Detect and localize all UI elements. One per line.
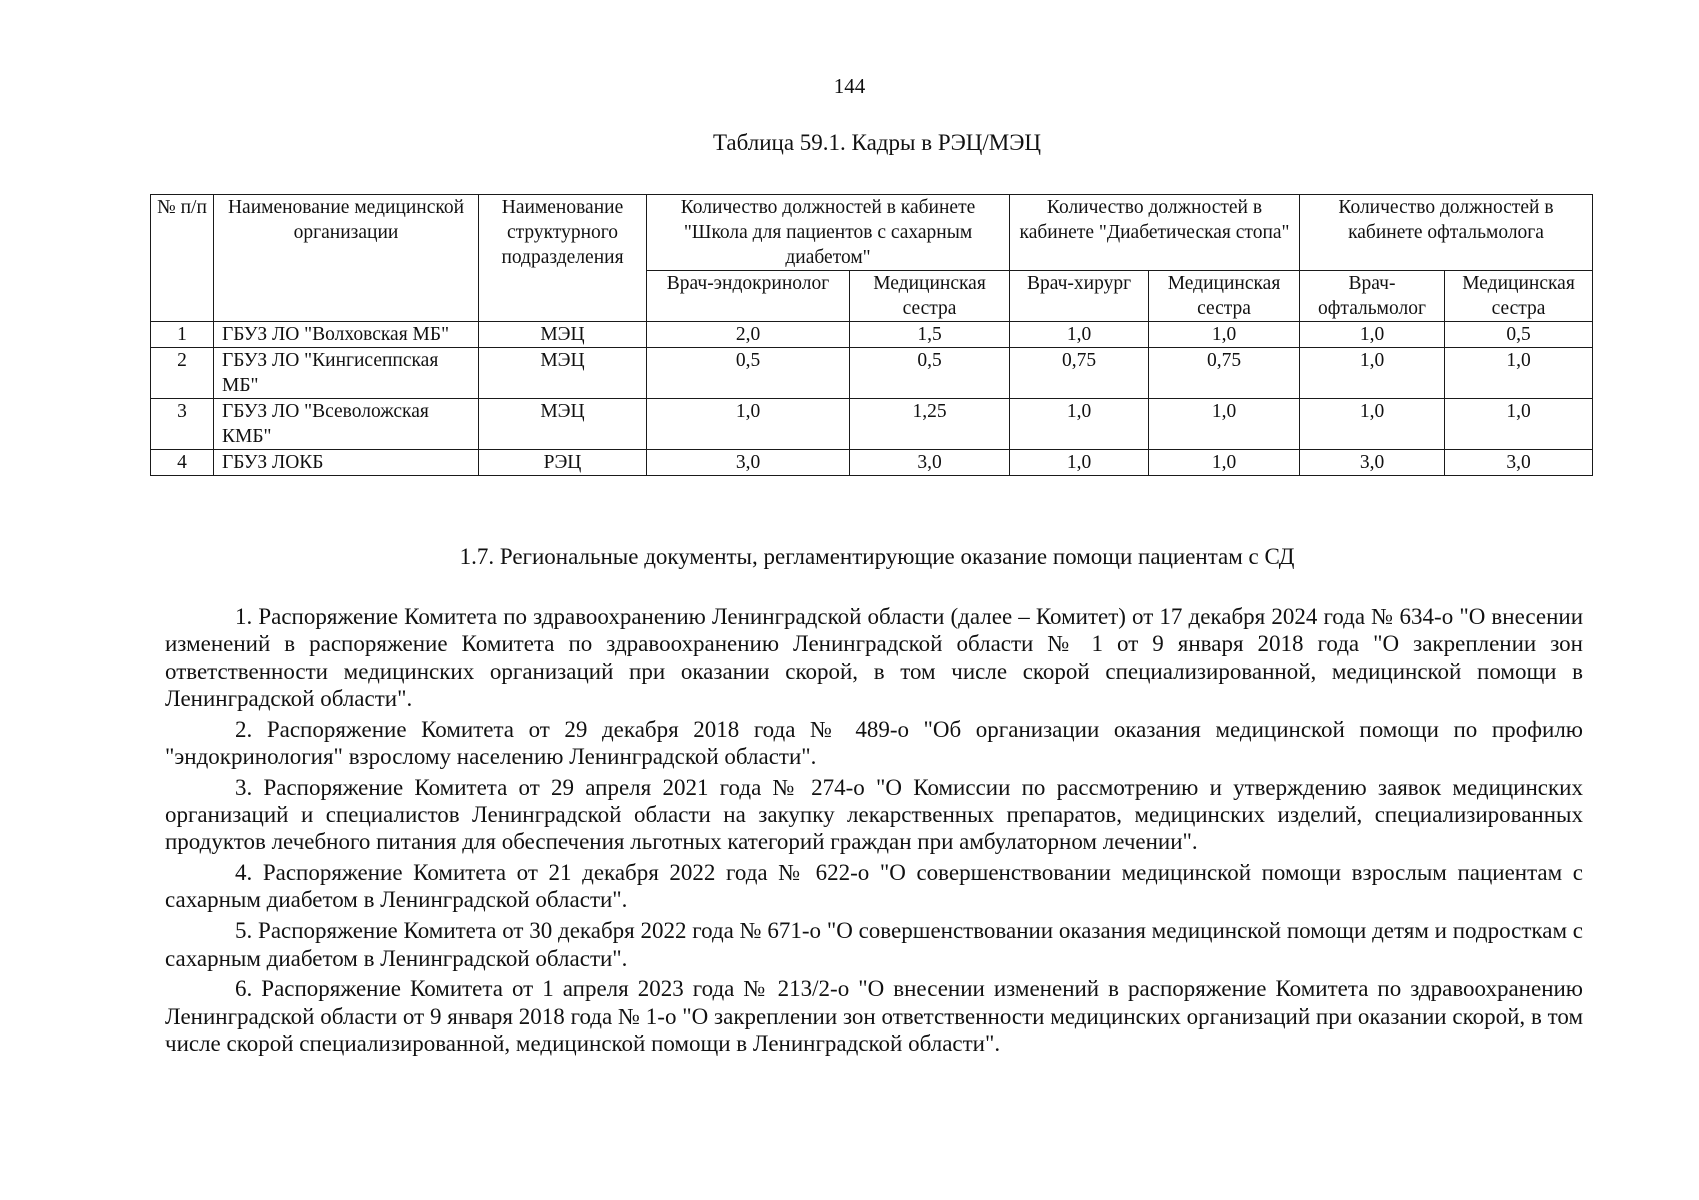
- documents-list: [165, 603, 1583, 1061]
- row-value: 1,0: [1010, 399, 1149, 450]
- subheader: Врач-офтальмолог: [1300, 271, 1445, 322]
- page-number: 144: [833, 74, 866, 98]
- table-row: [151, 322, 1593, 348]
- header-num: № п/п: [151, 195, 214, 322]
- row-unit: РЭЦ: [479, 450, 647, 476]
- row-value: 1,0: [1300, 348, 1445, 399]
- row-value: 0,5: [850, 348, 1010, 399]
- row-value: 1,0: [1445, 399, 1593, 450]
- document-item: 4. Распоряжение Комитета от 21 декабря 2022 года № 622-о "О совершенствовании медицинской помощи взрослым пациентам с сахарным диабетом в Ленинградской области".: [165, 860, 1583, 913]
- row-value: 0,75: [1010, 348, 1149, 399]
- row-value: 0,5: [1445, 322, 1593, 348]
- staff-table: [150, 194, 1593, 476]
- row-unit: МЭЦ: [479, 399, 647, 450]
- row-value: 3,0: [647, 450, 850, 476]
- row-num: 4: [151, 450, 214, 476]
- row-value: 2,0: [647, 322, 850, 348]
- row-value: 0,75: [1149, 348, 1300, 399]
- subheader: Медицинская сестра: [1149, 271, 1300, 322]
- row-value: 1,0: [1149, 322, 1300, 348]
- document-item: 1. Распоряжение Комитета по здравоохранению Ленинградской области (далее – Комитет) от 17 декабря 2024 года № 634-о "О внесении изменений в распоряжение Комитета по здравоохранению Ленинградской области № 1 от 9 января 2018 года "О закреплении зон ответственности медицинских организаций при оказании скорой, в том числе скорой специализированной, медицинской помощи в Ленинградской области".: [165, 604, 1583, 711]
- header-org: Наименование медицинской организации: [214, 195, 479, 322]
- subheader: Медицинская сестра: [1445, 271, 1593, 322]
- table-header-row: [151, 195, 1593, 271]
- table-row: [151, 450, 1593, 476]
- row-value: 1,5: [850, 322, 1010, 348]
- row-value: 1,0: [1300, 322, 1445, 348]
- row-num: 2: [151, 348, 214, 399]
- row-unit: МЭЦ: [479, 348, 647, 399]
- row-value: 1,0: [1445, 348, 1593, 399]
- header-school: Количество должностей в кабинете "Школа для пациентов с сахарным диабетом": [647, 195, 1010, 271]
- row-value: 1,0: [1149, 450, 1300, 476]
- row-num: 3: [151, 399, 214, 450]
- header-unit: Наименование структурного подразделения: [479, 195, 647, 322]
- table-row: [151, 348, 1593, 399]
- document-item: 3. Распоряжение Комитета от 29 апреля 2021 года № 274-о "О Комиссии по рассмотрению и утверждению заявок медицинских организаций и специалистов Ленинградской области на закупку лекарственных препаратов, медицинских изделий, специализированных продуктов лечебного питания для обеспечения льготных категорий граждан при амбулаторном лечении".: [165, 774, 1583, 855]
- row-unit: МЭЦ: [479, 322, 647, 348]
- row-num: 1: [151, 322, 214, 348]
- header-eye: Количество должностей в кабинете офтальмолога: [1300, 195, 1593, 271]
- row-org: ГБУЗ ЛО "Всеволожская КМБ": [214, 399, 479, 450]
- header-foot: Количество должностей в кабинете "Диабетическая стопа": [1010, 195, 1300, 271]
- row-value: 1,0: [1010, 322, 1149, 348]
- row-value: 0,5: [647, 348, 850, 399]
- row-value: 3,0: [1445, 450, 1593, 476]
- row-org: ГБУЗ ЛО "Волховская МБ": [214, 322, 479, 348]
- row-value: 1,25: [850, 399, 1010, 450]
- row-value: 3,0: [1300, 450, 1445, 476]
- table-row: [151, 399, 1593, 450]
- row-value: 1,0: [1300, 399, 1445, 450]
- row-value: 1,0: [647, 399, 850, 450]
- row-org: ГБУЗ ЛОКБ: [214, 450, 479, 476]
- row-value: 3,0: [850, 450, 1010, 476]
- subheader: Медицинская сестра: [850, 271, 1010, 322]
- document-item: 5. Распоряжение Комитета от 30 декабря 2022 года № 671-о "О совершенствовании оказания медицинской помощи детям и подросткам с сахарным диабетом в Ленинградской области".: [165, 918, 1583, 971]
- row-org: ГБУЗ ЛО "Кингисеппская МБ": [214, 348, 479, 399]
- subheader: Врач-эндокринолог: [647, 271, 850, 322]
- section-title: 1.7. Региональные документы, регламентирующие оказание помощи пациентам с СД: [459, 544, 1295, 569]
- subheader: Врач-хирург: [1010, 271, 1149, 322]
- document-item: 2. Распоряжение Комитета от 29 декабря 2018 года № 489-о "Об организации оказания медицинской помощи по профилю "эндокринология" взрослому населению Ленинградской области".: [165, 716, 1583, 769]
- document-item: 6. Распоряжение Комитета от 1 апреля 2023 года № 213/2-о "О внесении изменений в распоряжение Комитета по здравоохранению Ленинградской области от 9 января 2018 года № 1-о "О закреплении зон ответственности медицинских организаций при оказании скорой, в том числе скорой специализированной, медицинской помощи в Ленинградской области".: [165, 976, 1583, 1056]
- row-value: 1,0: [1149, 399, 1300, 450]
- table-title: Таблица 59.1. Кадры в РЭЦ/МЭЦ: [712, 130, 1042, 155]
- row-value: 1,0: [1010, 450, 1149, 476]
